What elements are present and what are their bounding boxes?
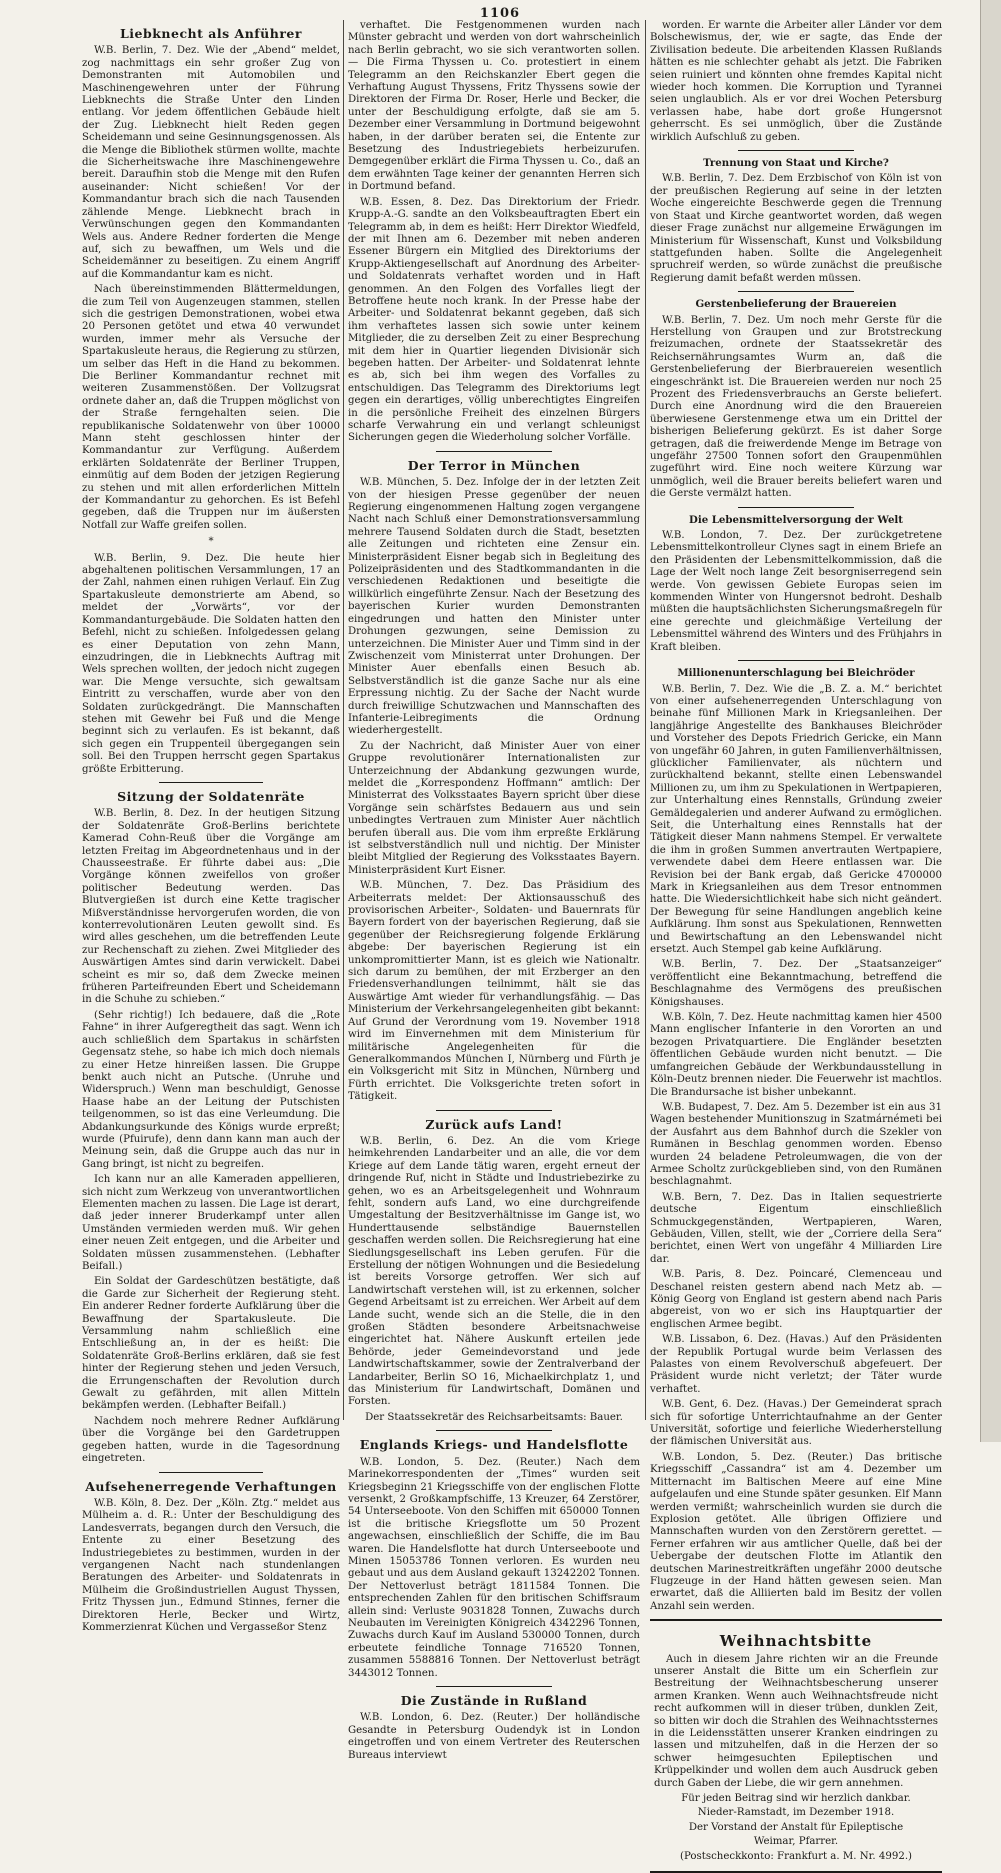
page-margin-left bbox=[0, 0, 70, 1442]
article-paragraph: W.B. Köln, 7. Dez. Heute nachmittag kamen hier 4500 Mann englischer Infanterie in den Vororten an und bezogen Privatquartiere. Die Engländer besetzten öffentlichen Gebäude wurden nicht benutzt. — Die umfangreichen Gebäude der Werkbundausstellung in Köln-Deutz brennen nieder. Die Feuerwehr ist machtlos. Die Brandursache ist bisher unbekannt. bbox=[650, 1012, 942, 1098]
divider bbox=[436, 1110, 553, 1111]
divider bbox=[738, 291, 855, 292]
article-paragraph: W.B. Paris, 8. Dez. Poincaré, Clemenceau und Deschanel reisten gestern abend nach Metz ab. — König Georg von England ist gestern abend nach Paris abgereist, von wo er sich ins Hauptquartier der englischen Armee begibt. bbox=[650, 1269, 942, 1330]
article-paragraph: Nachdem noch mehrere Redner Aufklärung über die Vorgänge bei den Gardetruppen gegeben hatten, wurde in die Tagesordnung eingetreten. bbox=[82, 1415, 340, 1465]
column-middle bbox=[348, 20, 640, 1761]
appeal-account: (Postscheckkonto: Frankfurt a. M. Nr. 4992.) bbox=[679, 1850, 913, 1862]
article-heading: Sitzung der Soldatenräte bbox=[117, 788, 305, 804]
article-paragraph: W.B. Essen, 8. Dez. Das Direktorium der Friedr. Krupp-A.-G. sandte an den Volksbeauftragten Ebert ein Telegramm ab, in dem es heißt: Herr Direktor Wiedfeld, der mit Ihnen am 6. Dezember mit neben anderen Essener Bürgern ein Mitglied des Direktoriums der Krupp-Aktiengesellschaft auf Anordnung des Arbeiter- und Soldatenrats verhaftet worden und in Haft genommen. An den Folgen des Vorfalles liegt der Betroffene heute noch krank. In der Presse habe der Arbeiter- und Soldatenrat bekannt gegeben, daß sich ihm verhaftetes lassen sich sowie unter keinem Mitglieder, die zu derselben Zeit zu einer Besprechung mit dem hier in Quartier liegenden Divisionär sich begeben hatten. Der Arbeiter- und Soldatenrat lehnte es ab, sich bei ihm wegen des Vorfalles zu entschuldigen. Das Telegramm des Direktoriums legt gegen ein derartiges, völlig unberechtigtes Eingreifen in die persönliche Freiheit des einzelnen Bürgers scharfe Verwahrung ein und verlangt schleunigst Sicherungen gegen die Wiederholung solcher Vorfälle. bbox=[348, 196, 640, 444]
article-paragraph: Nach übereinstimmenden Blättermeldungen, die zum Teil von Augenzeugen stammen, stellen sich die gestrigen Demonstrationen, wobei etwa 20 Personen getötet und etwa 40 verwundet wurden, immer mehr als Versuche der Spartakusleute heraus, die Regierung zu stürzen, um selber das Heft in die Hand zu bekommen. Die Berliner Kommandantur rechnet mit weiteren Zusammenstößen. Der Vollzugsrat ordnete daher an, daß die Truppen möglichst von der Straße ferngehalten seien. Die republikanische Soldatenwehr von über 10000 Mann steht geschlossen hinter der Kommandantur zur Verfügung. Außerdem erklärten Soldatenräte der Berliner Truppen, einmütig auf dem Boden der jetzigen Regierung zu stehen und mit allen erforderlichen Mitteln der Kommandantur zu gehorchen. Es ist Befehl gegeben, daß die Truppen nur im äußersten Notfall zur Waffe greifen sollen. bbox=[82, 284, 340, 531]
divider bbox=[436, 1686, 553, 1687]
article-paragraph: Ein Soldat der Gardeschützen bestätigte, daß die Garde zur Sicherheit der Regierung steht. Ein anderer Redner forderte Aufklärung über die Bewaffnung der Spartakusleute. Die Versammlung nahm schließlich eine Entschließung an, in der es heißt: Die Soldatenräte Groß-Berlins erklären, daß sie fest hinter der Regierung stehen und jeden Versuch, die Errungenschaften der Revolution durch Gewalt zu gefährden, mit allen Mitteln bekämpfen werden. (Lebhafter Beifall.) bbox=[82, 1276, 340, 1412]
section-star: * bbox=[208, 536, 214, 548]
article-paragraph: W.B. Köln, 8. Dez. Der „Köln. Ztg.“ meldet aus Mülheim a. d. R.: Unter der Beschuldigung des Landesverrats, begangen durch den Versuch, die Entente zu einer Besetzung des Industriegebietes zu bestimmen, wurden in der vergangenen Nacht nach stundenlangen Beratungen des Arbeiter- und Soldatenrats in Mülheim die Großindustriellen August Thyssen, Fritz Thyssen jun., Edmund Stinnes, ferner die Direktoren Herle, Becker und Wirtz, Kommerzienrat Küchen und Vergasseßor Stenz bbox=[82, 1497, 340, 1633]
article-paragraph: W.B. München, 5. Dez. Infolge der in der letzten Zeit von der hiesigen Presse gegenüber der neuen Regierung eingenommenen Haltung zogen vergangene Nacht nach Schluß einer Demonstrationsversammlung mehrere Tausend Soldaten durch die Stadt, besetzten alle Zeitungen und richteten eine Zensur ein. Ministerpräsident Eisner begab sich in Begleitung des Polizeipräsidenten und des Stadtkommandanten in die verschiedenen Redaktionen und beseitigte die willkürlich eingeführte Zensur. Nach der Besetzung des bayerischen Kurier wurden Demonstranten eingedrungen und hatten den Minister unter Drohungen gezwungen, seine Demission zu unterzeichnen. Die Minister Auer und Timm sind in der Zwischenzeit vom Ministerrat unter Drohungen. Der Minister Auer ebenfalls einen Besuch ab. Selbstverständlich ist die ganze Sache nur als eine Erpressung nichtig. Zu der Sache der Nacht wurde durch freiwillige Schutzwachen und Mannschaften des Infanterie-Leibregiments die Ordnung wiederhergestellt. bbox=[348, 477, 640, 737]
column-rule bbox=[343, 20, 344, 1420]
article-heading: Die Lebensmittelversorgung der Welt bbox=[689, 513, 903, 526]
article-paragraph: Ich kann nur an alle Kameraden appellieren, sich nicht zum Werkzeug von unverantwortlichen Elementen machen zu lassen. Die Lage ist derart, daß jeder innerer Bruderkampf unter allen Umständen vermieden werden muß. Wir gehen einer neuen Zeit entgegen, und die Arbeiter und Soldaten müssen zusammenstehen. (Lebhafter Beifall.) bbox=[82, 1174, 340, 1272]
column-left bbox=[82, 20, 340, 1633]
appeal-place-date: Nieder-Ramstadt, im Dezember 1918. bbox=[697, 1807, 895, 1819]
article-heading: Gerstenbelieferung der Brauereien bbox=[695, 298, 897, 311]
article-paragraph: W.B. Gent, 6. Dez. (Havas.) Der Gemeinderat sprach sich für sofortige Unterrichtaufnahme an der Genter Universität, sofortige und feierliche Wiederherstellung der flämischen Universität aus. bbox=[650, 1399, 942, 1448]
divider bbox=[159, 782, 262, 783]
article-paragraph: W.B. Berlin, 7. Dez. Der „Staatsanzeiger“ veröffentlicht eine Bekanntmachung, betreffend die Beschlagnahme des Vermögens des preußischen Königshauses. bbox=[650, 959, 942, 1008]
article-paragraph: W.B. London, 6. Dez. (Reuter.) Der holländische Gesandte in Petersburg Oudendyk ist in London eingetroffen und von einem Vertreter des Reuterschen Bureaus interviewt bbox=[348, 1712, 640, 1761]
column-right bbox=[650, 20, 943, 1862]
appeal-thanks: Für jeden Beitrag sind wir herzlich dankbar. bbox=[681, 1793, 911, 1805]
adjacent-page-edge bbox=[980, 0, 1001, 1442]
divider bbox=[159, 1472, 262, 1473]
article-paragraph: W.B. München, 7. Dez. Das Präsidium des Arbeiterrats meldet: Der Aktionsausschuß des provisorischen Arbeiter-, Soldaten- und Bauernrats für Bayern fordert von der bayerischen Regierung, daß sie gegenüber der Reichsregierung folgende Erklärung abgebe: Der bayerischen Regierung ist ein unkompromittierter Mann, ist es gleich wie Nationaltr. sich darum zu bemühen, der mit Erzberger an den Friedensverhandlungen teilnimmt, hält sie das Auswärtige Amt wieder für verhandlungsfähig. — Das Ministerium der Verkehrsangelegenheiten gibt bekannt: Auf Grund der Verordnung vom 19. November 1918 wird im Einvernehmen mit dem Ministerium für militärische Angelegenheiten für die Generalkommandos München I, Nürnberg und Fürth je ein Volksgericht mit Sitz in München, Nürnberg und Fürth errichtet. Die Volksgerichte treten sofort in Tätigkeit. bbox=[348, 880, 640, 1103]
article-heading: Die Zustände in Rußland bbox=[400, 1693, 588, 1708]
article-heading: Zurück aufs Land! bbox=[425, 1116, 563, 1132]
article-paragraph: worden. Er warnte die Arbeiter aller Länder vor dem Bolschewismus, der, wie er sagte, das Ende der Zivilisation bedeute. Die arbeitenden Klassen Rußlands hätten es nie schlechter gehabt als jetzt. Die Fabriken seien ruiniert und könnten ohne fremdes Kapital nicht wieder hoch kommen. Die Korruption und Tyrannei seien unglaublich. Als er vor drei Wochen Petersburg verlassen habe, habe dort große Hungersnot geherrscht. Es sei unmöglich, über die Zustände wirklich Aufschluß zu geben. bbox=[650, 20, 942, 143]
article-heading: Liebknecht als Anführer bbox=[120, 26, 302, 41]
column-rule bbox=[645, 20, 646, 1420]
article-paragraph: verhaftet. Die Festgenommenen wurden nach Münster gebracht und werden von dort wahrscheinlich nach Berlin gebracht, wo sie sich verantworten sollen. — Die Firma Thyssen u. Co. protestiert in einem Telegramm an den Reichskanzler Ebert gegen die Verhaftung August Thyssens, Fritz Thyssens sowie der Direktoren der Firma Dr. Roser, Herle und Becker, die unter der Beschuldigung erfolgte, daß sie am 5. Dezember einer Versammlung in Dortmund beigewohnt haben, in der darüber beraten sei, die Entente zur Besetzung des Industriegebiets herbeizurufen. Demgegenüber erklärt die Firma Thyssen u. Co., daß an dem erwähnten Tage keiner der genannten Herren sich in Dortmund befand. bbox=[348, 20, 640, 193]
article-paragraph: W.B. Berlin, 7. Dez. Wie der „Abend“ meldet, zog nachmittags ein sehr großer Zug von Demonstranten mit Automobilen und Maschinengewehren unter der Führung Liebknechts die Straße Unter den Linden entlang. Vor jedem öffentlichen Gebäude hielt der Zug. Liebknecht hielt Reden gegen Scheidemann und seine Gesinnungsgenossen. Als die Menge die Bibliothek stürmen wollte, machte die Sicherheitswache ihre Maschinengewehre bereit. Daraufhin stob die Menge mit den Rufen auseinander: Nicht schießen! Vor der Kommandantur brach sich die nach Tausenden zählende Menge. Liebknecht brach in Verwünschungen gegen den Kommandanten Wels aus. Andere Redner forderten die Menge auf, sich zu bewaffnen, um Wels und die Scheidemänner zu beseitigen. Zu einem Angriff auf die Kommandantur kam es nicht. bbox=[82, 45, 340, 280]
article-heading: Der Terror in München bbox=[407, 457, 581, 473]
article-paragraph: W.B. Berlin, 6. Dez. An die vom Kriege heimkehrenden Landarbeiter und an alle, die vor dem Kriege auf dem Lande tätig waren, ergeht erneut der dringende Ruf, nicht in Städte und Industriebezirke zu gehen, wo es an Arbeitsgelegenheit und Wohnraum fehlt, sondern aufs Land, wo eine durchgreifende Umgestaltung der Besitzverhältnisse im Gange ist, wo Hunderttausende selbständige Bauernstellen geschaffen werden sollen. Die Reichsregierung hat eine Siedlungsgesellschaft ins Leben gerufen. Für die Erstellung der nötigen Wohnungen und die Besiedelung ist bereits Vorsorge getroffen. Wer sich auf Landwirtschaft verstehen will, ist zu erkennen, solcher Gegend Arbeitsamt ist zu erreichen. Wer Arbeit auf dem Lande sucht, wende sich an die Stelle, die in den großen Städten besondere Arbeitsnachweise eingerichtet hat. Nähere Auskunft erteilen jede Behörde, jeder Gemeindevorstand und jede Landwirtschaftskammer, sowie der Zentralverband der Landarbeiter, Berlin SO 16, Michaelkirchplatz 1, und das Ministerium für Landwirtschaft, Domänen und Forsten. bbox=[348, 1135, 640, 1408]
article-paragraph: W.B. Bern, 7. Dez. Das in Italien sequestrierte deutsche Eigentum einschließlich Schmuckgegenständen, Wertpapieren, Waren, Gebäuden, Villen, stellt, wie der „Corriere della Sera“ berichtet, einen Wert von ungefähr 4 Milliarden Lire dar. bbox=[650, 1191, 942, 1265]
divider bbox=[738, 150, 855, 151]
article-paragraph: W.B. Berlin, 9. Dez. Die heute hier abgehaltenen politischen Versammlungen, 17 an der Zahl, nahmen einen ruhigen Verlauf. Ein Zug Spartakusleute demonstrierte am Abend, so meldet der „Vorwärts“, vor der Kommandanturgebäude. Die Soldaten hatten den Befehl, nicht zu schießen. Infolgedessen gelang es einer Deputation von zehn Mann, einzudringen, die in Liebknechts Auftrag mit Wels sprechen wollten, der jedoch nicht zugegen war. Die Menge versuchte, sich gewaltsam Eintritt zu verschaffen, wurde aber von den Soldaten zurückgedrängt. Die Mannschaften stehen mit Gewehr bei Fuß und die Menge beginnt sich zu verlaufen. Es ist bekannt, daß sich gegen ein Truppenteil übergegangen sein soll. Bei den Truppen herrscht gegen Spartakus größte Erbitterung. bbox=[82, 552, 340, 775]
appeal-text: Auch in diesem Jahre richten wir an die Freunde unserer Anstalt die Bitte um ein Scherflein zur Bestreitung der Weihnachtsbescherung unserer armen Kranken. Wenn auch Weihnachtsfreude nicht recht aufkommen will in dieser trüben, dunklen Zeit, so bitten wir doch die Strahlen des Weihnachtssternes in die Leidensstätten unserer Kranken eindringen zu lassen und mitzuhelfen, daß in die Herzen der so schwer heimgesuchten Epileptischen und Krüppelkinder und wollen dem auch Ausdruck geben durch Gaben der Liebe, die wir gern annehmen. bbox=[654, 1653, 938, 1789]
article-heading: Millionenunterschlagung bei Bleichröder bbox=[677, 667, 915, 680]
article-signature: Der Staatssekretär des Reichsarbeitsamts: Bauer. bbox=[365, 1411, 623, 1423]
article-paragraph: W.B. Berlin, 7. Dez. Um noch mehr Gerste für die Herstellung von Graupen und zur Brotstreckung freizumachen, ordnete der Staatssekretär des Reichsernährungsamtes Wurm an, daß die Gerstenbelieferung der Bierbrauereien wesentlich eingeschränkt ist. Die Brauereien werden nur noch 25 Prozent des Friedensverbrauchs an Gerste beliefert. Durch eine Anordnung wird die den Brauereien überwiesene Gerstenmenge etwa um ein Drittel der bisherigen Belieferung gekürzt. Es ist daher Sorge getragen, daß die freiwerdende Menge im Betrage von ungefähr 27500 Tonnen sofort den Graupenmühlen zugeführt wird. Eine noch weitere Kürzung war unmöglich, weil die Brauer bereits beliefert waren und die Gerste vermälzt hatten. bbox=[650, 314, 942, 500]
appeal-signature: Der Vorstand der Anstalt für Epileptische bbox=[688, 1821, 904, 1833]
article-paragraph: (Sehr richtig!) Ich bedauere, daß die „Rote Fahne“ in ihrer Aufgeregtheit das sagt. Wenn ich auch schließlich dem Spartakus in schärfsten Gegensatz stehe, so habe ich mich doch niemals zu einer Hetze hinreißen lassen. Die Gruppe benkt auch nicht an Putsche. (Unruhe und Widerspruch.) Wenn man beschuldigt, Genosse Haase habe an der Leitung der Putschisten teilgenommen, so ist das eine Verleumdung. Die Abdankungsurkunde des Königs wurde erpreßt; wurde (Pfuirufe), denn dann kann man auch der Meinung sein, daß die Gruppe auch das nur in Gang bringt, ist nicht zu begreifen. bbox=[82, 1009, 340, 1170]
appeal-signature-name: Weimar, Pfarrer. bbox=[753, 1836, 839, 1848]
divider bbox=[738, 507, 855, 508]
appeal-box bbox=[650, 1619, 942, 1873]
article-paragraph: W.B. Berlin, 7. Dez. Dem Erzbischof von Köln ist von der preußischen Regierung auf seine in der letzten Woche eingereichte Beschwerde gegen die Trennung von Staat und Kirche geantwortet worden, daß wegen dieser Frage zunächst nur allgemeine Erwägungen im Ministerium für Wissenschaft, Kunst und Volksbildung stattgefunden haben. Sollte die Angelegenheit spruchreif werden, so würde zunächst die preußische Regierung damit befaßt werden müssen. bbox=[650, 173, 942, 284]
article-paragraph: W.B. Lissabon, 6. Dez. (Havas.) Auf den Präsidenten der Republik Portugal wurde beim Verlassen des Palastes von einem Revolverschuß abgefeuert. Der Präsident wurde nicht verletzt; der Täter wurde verhaftet. bbox=[650, 1334, 942, 1395]
article-paragraph: Zu der Nachricht, daß Minister Auer von einer Gruppe revolutionärer Internationalisten zur Unterzeichnung der Abdankung gezwungen wurde, meldet die „Korrespondenz Hoffmann“ amtlich: Der Ministerrat des Volksstaates Bayern spricht über diese Vorgänge sein schärfstes Bedauern aus und sein unbedingtes Vertrauen zum Minister Auer nächtlich berufen überall aus. Die vom ihm erpreßte Erklärung ist selbstverständlich null und nichtig. Der Minister bleibt Mitglied der Regierung des Volksstaates Bayern. Ministerpräsident Kurt Eisner. bbox=[348, 740, 640, 876]
article-paragraph: W.B. London, 7. Dez. Der zurückgetretene Lebensmittelkontrolleur Clynes sagt in einem Briefe an den Präsidenten der Lebensmittelkommission, daß die Lage der Welt noch lange Zeit besorgniserregend sein werde. Von gewissen Gebiete Europas seien im kommenden Winter von Hungersnot bedroht. Deshalb müßten die hauptsächlichsten Sicherungsmaßregeln für eine gerechte und gleichmäßige Verteilung der Lebensmittel während des Winters und des Frühjahrs in Kraft bleiben. bbox=[650, 530, 942, 653]
divider bbox=[436, 1430, 553, 1431]
article-paragraph: W.B. Berlin, 7. Dez. Wie die „B. Z. a. M.“ berichtet von einer aufsehenerregenden Unterschlagung von beinahe fünf Millionen Mark in Kriegsanleihen. Der langjährige Angestellte des Bankhauses Bleichröder und Vorsteher des Depots Friedrich Gericke, ein Mann von ungefähr 60 Jahren, in guten Familienverhältnissen, glücklicher Familienvater, als nüchtern und zurückhaltend bekannt, stellte einen Lebenswandel Millionen zu, um ihm zu Spekulationen in Wertpapieren, zur Unterhaltung eines Rennstalls, Gründung zweier Gemäldegalerien und anderer Aufwand zu ermöglichen. Seit, die Unterhaltung eines Rennstalls hat der Tätigkeit dieser Mann nahmens Stempel. Er verwaltete die ihm in großen Summen anvertrauten Wertpapiere, verwendete dabei dem Heere entlassen war. Die Revision bei der Bank ergab, daß Gericke 4700000 Mark in Kriegsanleihen aus dem Tresor entnommen hatte. Die Wiedersichtlichkeit habe sich nicht geändert. Der Bewegung für seine Handlungen angeblich keine Aufklärung. Ihm sonst aus Spekulationen, Rennwetten und Bewirtschaftung an den Lebenswandel nicht ersetzt. Auch Stempel gab keine Aufklärung. bbox=[650, 683, 943, 956]
divider bbox=[738, 660, 855, 661]
divider bbox=[436, 451, 553, 452]
article-heading: Aufsehenerregende Verhaftungen bbox=[85, 1478, 337, 1494]
article-paragraph: W.B. London, 5. Dez. (Reuter.) Das britische Kriegsschiff „Cassandra“ ist am 4. Dezember um Mitternacht im Baltischen Meere auf eine Mine aufgelaufen und eine Stunde später gesunken. Elf Mann werden vermißt; wahrscheinlich wurden sie durch die Explosion getötet. Alle übrigen Offiziere und Mannschaften wurden von den Zerstörern gerettet. — Ferner erfahren wir aus amtlicher Quelle, daß bei der Uebergabe der deutschen Flotte im Atlantik den deutschen Marinestreitkräften ungefähr 2000 deutsche Flugzeuge in der Hand hätten gewesen seien. Man erwartet, daß die Alliierten bald im Besitz der vollen Anzahl sein werden. bbox=[650, 1451, 942, 1612]
page-number: 1106 bbox=[479, 6, 521, 21]
article-heading: Trennung von Staat und Kirche? bbox=[703, 157, 889, 170]
article-paragraph: W.B. Berlin, 8. Dez. In der heutigen Sitzung der Soldatenräte Groß-Berlins berichtete Kamerad Cohn-Reuß über die Vorgänge am letzten Freitag im Abgeordnetenhaus und in der Chausseestraße. Er führte dabei aus: „Die Vorgänge können zweifellos von großer politischer Bedeutung werden. Das Blutvergießen ist durch eine Kette tragischer Mißverständnisse hervorgerufen worden, die von konterrevolutionären Leuten gewollt sind. Es wird alles geschehen, um die betreffenden Leute zur Rechenschaft zu ziehen. Zwei Mitglieder des Auswärtigen Amtes sind darin verwickelt. Dabei scheint es mir so, daß dem Zwecke meinen früheren Parteifreunden Ebert und Scheidemann in die Schuhe zu schieben.“ bbox=[82, 808, 340, 1006]
article-paragraph: W.B. London, 5. Dez. (Reuter.) Nach dem Marinekorrespondenten der „Times“ wurden seit Kriegsbeginn 21 Kriegsschiffe von der englischen Flotte versenkt, 2 Großkampfschiffe, 13 Kreuzer, 64 Zerstörer, 54 Unterseeboote. Von den Schiffen mit 650000 Tonnen ist die britische Kriegsflotte um 50 Prozent angewachsen, einschließlich der Schiffe, die im Bau waren. Die Handelsflotte hat durch Unterseeboote und Minen 15053786 Tonnen verloren. Es wurden neu gebaut und aus dem Ausland gekauft 13242202 Tonnen. Der Nettoverlust beträgt 1811584 Tonnen. Die entsprechenden Zahlen für den britischen Schiffsraum allein sind: Verluste 9031828 Tonnen, Zuwachs durch Neubauten im Vereinigten Königreich 4342296 Tonnen, Zuwachs durch Kauf im Ausland 530000 Tonnen, durch erbeutete feindliche Tonnage 716520 Tonnen, zusammen 5588816 Tonnen. Der Nettoverlust beträgt 3443012 Tonnen. bbox=[348, 1456, 640, 1679]
article-paragraph: W.B. Budapest, 7. Dez. Am 5. Dezember ist ein aus 31 Wagen bestehender Munitionszug in Szatmárnémeti bei der Ausfahrt aus dem Bahnhof durch die Szekler von Rumänen in Beschlag genommen worden. Ebenso wurden 24 beladene Petroleumwagen, die von der Armee Scholtz zurückgeblieben sind, von den Rumänen beschlagnahmt. bbox=[650, 1101, 942, 1188]
appeal-title: Weihnachtsbitte bbox=[719, 1632, 873, 1651]
article-heading: Englands Kriegs- und Handelsflotte bbox=[359, 1437, 629, 1453]
